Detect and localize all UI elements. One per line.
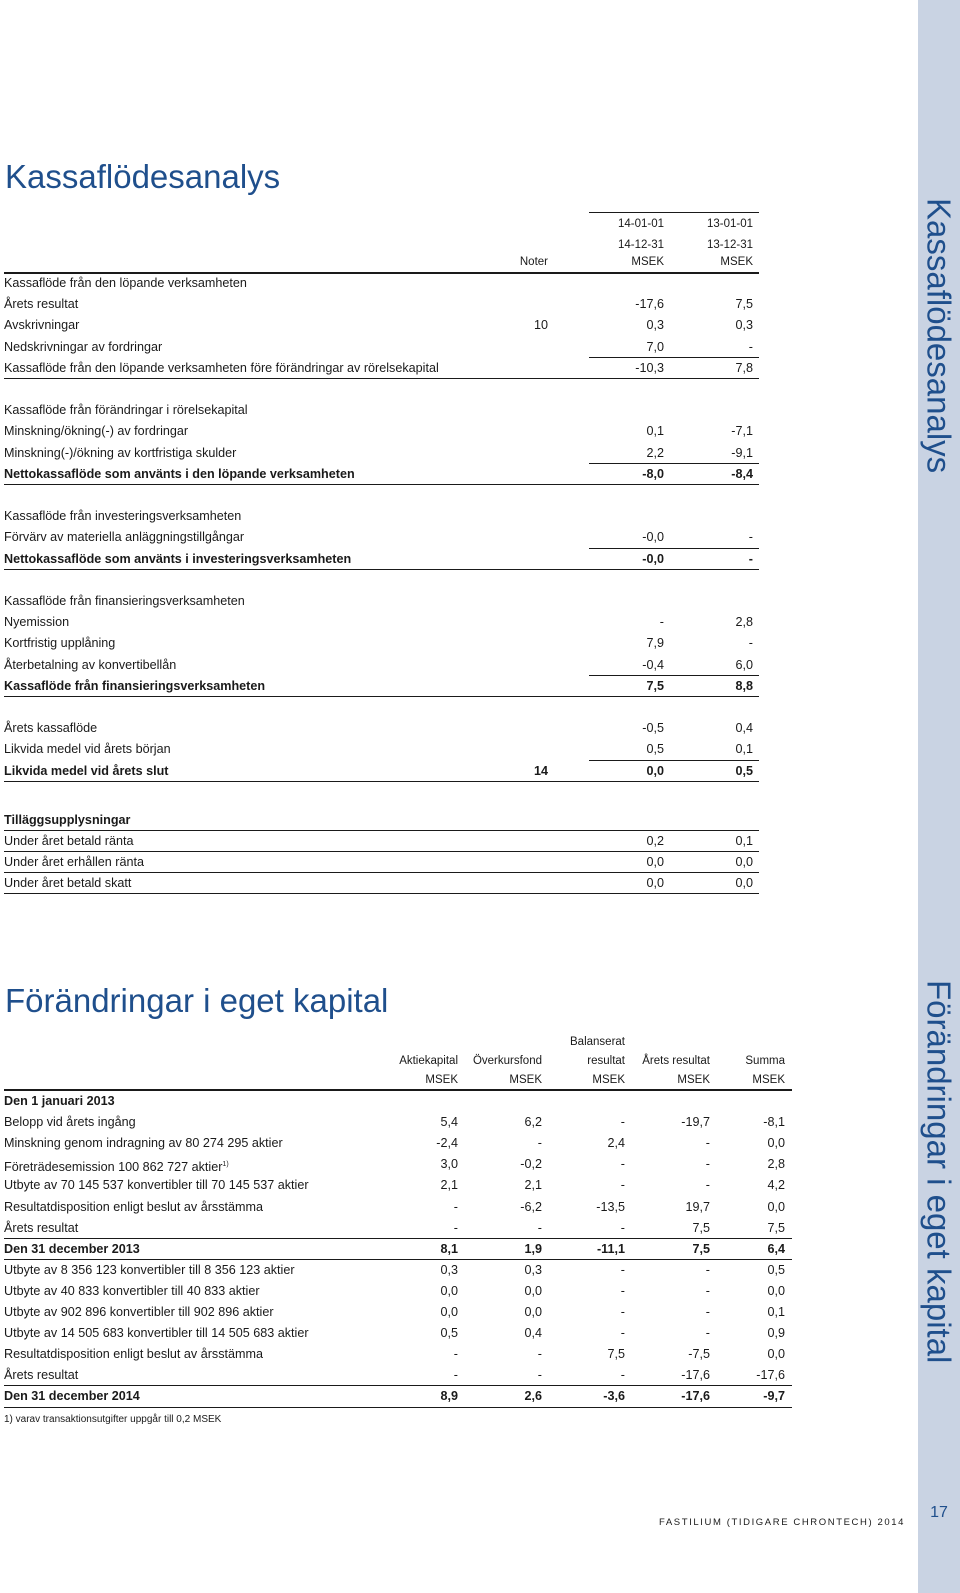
row-label: Nettokassaflöde som använts i den löpande verksamheten (4, 466, 355, 481)
col2-date-to: 13-12-31 (706, 239, 753, 251)
col2-date-from: 13-01-01 (706, 218, 753, 230)
value-aktiekapital: 8,9 (440, 1389, 458, 1404)
row-label: Under året erhållen ränta (4, 855, 145, 869)
value-aktiekapital: - (453, 1199, 458, 1214)
row-value-2014: 0,1 (646, 424, 664, 439)
value-arets-resultat: - (705, 1305, 710, 1319)
equity-unit-5: MSEK (752, 1074, 785, 1086)
supplement-row (4, 831, 759, 852)
row-label (4, 1197, 263, 1218)
row-label: Minskning(-)/ökning av kortfristiga skulder (4, 445, 237, 460)
value-arets-resultat: -19,7 (681, 1115, 710, 1130)
equity-unit-4: MSEK (677, 1074, 710, 1086)
cashflow-row (4, 464, 759, 485)
row-label: Kassaflöde från den löpande verksamheten (4, 276, 247, 290)
cashflow-row (4, 676, 759, 697)
value-balanserat-resultat: - (620, 1115, 625, 1130)
cashflow-row (4, 273, 759, 294)
value-balanserat-resultat: 2,4 (607, 1136, 625, 1151)
cashflow-row (4, 633, 759, 654)
row-value-2014: 7,0 (646, 339, 664, 354)
value-overkursfond: 2,6 (524, 1389, 542, 1404)
equity-row (4, 1154, 792, 1175)
equity-row (4, 1197, 792, 1218)
row-rule (4, 484, 759, 485)
value-arets-resultat: 7,5 (692, 1241, 710, 1256)
sidebar-title-cashflow: Kassaflödesanalys (920, 198, 958, 474)
row-label-text: Den 31 december 2013 (4, 1241, 140, 1256)
value-balanserat-resultat: - (620, 1157, 625, 1172)
value-aktiekapital: 5,4 (440, 1115, 458, 1130)
row-label: Nedskrivningar av fordringar (4, 339, 163, 354)
equity-row (4, 1112, 792, 1133)
value-summa: 0,0 (767, 1199, 785, 1214)
value-balanserat-resultat: - (620, 1220, 625, 1235)
equity-unit-1: MSEK (425, 1074, 458, 1086)
value-balanserat-resultat: - (620, 1326, 625, 1341)
row-rule (4, 781, 759, 782)
row-label: Årets kassaflöde (4, 721, 98, 736)
row-value-2014: 0,5 (646, 742, 664, 757)
row-label-text: Årets resultat (4, 1220, 79, 1235)
cashflow-row (4, 739, 759, 760)
row-label (4, 1091, 115, 1112)
value-arets-resultat: -17,6 (681, 1368, 710, 1383)
row-value-2014: 2,2 (646, 445, 664, 460)
value-arets-resultat: - (705, 1262, 710, 1277)
page-number: 17 (930, 1504, 948, 1521)
value-summa: 0,9 (767, 1326, 785, 1341)
row-label: Under året betald skatt (4, 876, 132, 890)
value-overkursfond: - (537, 1347, 542, 1362)
row-label-text: Årets resultat (4, 1368, 79, 1383)
equity-row (4, 1323, 792, 1344)
value-aktiekapital: 0,5 (440, 1326, 458, 1341)
row-value-2013: 0,1 (735, 742, 753, 757)
row-value-2013: -9,1 (731, 445, 753, 460)
row-value-2014: -0,0 (642, 551, 664, 566)
value-overkursfond: 0,0 (524, 1283, 542, 1298)
value-summa: -17,6 (756, 1368, 785, 1383)
value-aktiekapital: 0,0 (440, 1305, 458, 1319)
value-summa: 0,1 (767, 1305, 785, 1319)
value-summa: 7,5 (767, 1220, 785, 1235)
cashflow-row (4, 315, 759, 336)
row-value-2014: - (659, 615, 664, 630)
value-balanserat-resultat: -13,5 (596, 1199, 625, 1214)
value-overkursfond: 0,0 (524, 1305, 542, 1319)
cashflow-row (4, 761, 759, 782)
row-rule (4, 569, 759, 570)
value-overkursfond: 1,9 (524, 1241, 542, 1256)
row-label: Avskrivningar (4, 318, 80, 333)
row-label (4, 1323, 309, 1344)
row-label-text: Utbyte av 14 505 683 konvertibler till 14 505 683 aktier (4, 1326, 309, 1341)
value-summa: 0,0 (767, 1283, 785, 1298)
value-balanserat-resultat: - (620, 1283, 625, 1298)
value-balanserat-resultat: -11,1 (596, 1241, 625, 1256)
row-label: Kassaflöde från finansieringsverksamheten (4, 678, 266, 693)
value-overkursfond: -0,2 (520, 1157, 542, 1172)
footnote-marker: 1) (222, 1161, 229, 1169)
row-label (4, 1133, 283, 1154)
row-value-2013: 7,5 (735, 297, 753, 312)
value-overkursfond: - (537, 1368, 542, 1383)
col1-date-from: 14-01-01 (617, 218, 664, 230)
supplement-row (4, 852, 759, 873)
row-value-2013: 0,4 (735, 721, 753, 736)
row-value-2013: 7,8 (735, 360, 753, 375)
cashflow-row (4, 718, 759, 739)
row-label: Under året betald ränta (4, 834, 134, 848)
row-rule (4, 1407, 792, 1408)
value-arets-resultat: -7,5 (688, 1347, 710, 1362)
noter-header: Noter (519, 256, 548, 268)
equity-row (4, 1091, 792, 1112)
cashflow-row (4, 549, 759, 570)
row-label (4, 1112, 136, 1133)
value-balanserat-resultat: -3,6 (603, 1389, 625, 1404)
row-value-2013: - (748, 551, 753, 566)
row-label (4, 1239, 140, 1260)
row-label (4, 1260, 295, 1281)
equity-row (4, 1239, 792, 1260)
cashflow-row (4, 612, 759, 633)
row-label: Likvida medel vid årets början (4, 742, 171, 757)
row-label (4, 1281, 260, 1302)
value-overkursfond: -6,2 (520, 1199, 542, 1214)
row-label (4, 1365, 78, 1386)
value-balanserat-resultat: 7,5 (607, 1347, 625, 1362)
row-label (4, 1302, 274, 1323)
row-label: Minskning/ökning(-) av fordringar (4, 424, 189, 439)
cashflow-row (4, 443, 759, 464)
value-balanserat-resultat: - (620, 1305, 625, 1319)
value-overkursfond: - (537, 1136, 542, 1151)
value-summa: 0,5 (767, 1262, 785, 1277)
row-label-text: Utbyte av 8 356 123 konvertibler till 8 356 123 aktier (4, 1262, 295, 1277)
row-label: Kassaflöde från den löpande verksamheten före förändringar av rörelsekapital (4, 360, 439, 375)
value-arets-resultat: 7,5 (692, 1220, 710, 1235)
equity-row (4, 1218, 792, 1239)
footer-text: FASTILIUM (TIDIGARE CHRONTECH) 2014 (658, 1517, 905, 1528)
value-aktiekapital: 0,0 (440, 1283, 458, 1298)
row-label-text: Belopp vid årets ingång (4, 1115, 136, 1130)
value-summa: -8,1 (763, 1115, 785, 1130)
row-rule (4, 696, 759, 697)
row-label-text: Den 1 januari 2013 (4, 1094, 115, 1108)
row-label-text: Resultatdisposition enligt beslut av årsstämma (4, 1199, 263, 1214)
value-arets-resultat: - (705, 1157, 710, 1172)
value-balanserat-resultat: - (620, 1262, 625, 1277)
equity-row (4, 1365, 792, 1386)
value-summa: -9,7 (763, 1389, 785, 1404)
value-arets-resultat: - (705, 1178, 710, 1193)
row-value-2014: -10,3 (635, 360, 664, 375)
col1-unit: MSEK (631, 256, 664, 268)
equity-row (4, 1344, 792, 1365)
value-balanserat-resultat: - (620, 1178, 625, 1193)
equity-unit-3: MSEK (592, 1074, 625, 1086)
cashflow-row (4, 506, 759, 527)
equity-row (4, 1175, 792, 1196)
col1-date-to: 14-12-31 (617, 239, 664, 251)
row-value-2014: 0,0 (646, 763, 664, 778)
value-overkursfond: - (537, 1220, 542, 1235)
cashflow-row (4, 655, 759, 676)
row-value-2014: 0,2 (646, 834, 664, 848)
row-value-2013: 0,0 (735, 855, 753, 869)
equity-row (4, 1281, 792, 1302)
row-value-2014: -8,0 (642, 466, 664, 481)
row-label-text: Den 31 december 2014 (4, 1389, 140, 1404)
value-arets-resultat: - (705, 1136, 710, 1151)
equity-header-resultat: resultat (587, 1055, 625, 1067)
value-summa: 0,0 (767, 1136, 785, 1151)
equity-row (4, 1386, 792, 1407)
equity-header-arets-resultat: Årets resultat (642, 1055, 710, 1067)
row-value-2014: -0,0 (642, 530, 664, 545)
row-rule (4, 378, 759, 379)
row-label-text: Utbyte av 40 833 konvertibler till 40 833 aktier (4, 1283, 260, 1298)
cashflow-title: Kassaflödesanalys (5, 158, 281, 195)
row-label-text: Företrädesemission 100 862 727 aktier (4, 1160, 223, 1175)
value-overkursfond: 0,3 (524, 1262, 542, 1277)
row-label: Kassaflöde från finansieringsverksamheten (4, 594, 245, 608)
row-value-2013: 0,1 (735, 834, 753, 848)
row-value-2013: 0,5 (735, 763, 753, 778)
row-value-2014: -17,6 (635, 297, 664, 312)
value-summa: 2,8 (767, 1157, 785, 1172)
row-label: Årets resultat (4, 297, 79, 312)
row-label: Nettokassaflöde som använts i investeringsverksamheten (4, 551, 352, 566)
row-value-2013: 0,0 (735, 876, 753, 890)
value-summa: 4,2 (767, 1178, 785, 1193)
cashflow-row (4, 421, 759, 442)
row-rule (4, 893, 759, 894)
cashflow-row (4, 527, 759, 548)
equity-unit-2: MSEK (509, 1074, 542, 1086)
value-aktiekapital: -2,4 (436, 1136, 458, 1151)
row-value-2013: 8,8 (735, 678, 753, 693)
cashflow-row (4, 294, 759, 315)
supplement-row (4, 873, 759, 894)
value-aktiekapital: - (453, 1368, 458, 1383)
equity-title: Förändringar i eget kapital (5, 982, 389, 1019)
row-value-2014: -0,5 (642, 721, 664, 736)
row-value-2013: -8,4 (731, 466, 753, 481)
value-balanserat-resultat: - (620, 1368, 625, 1383)
row-label-text: Utbyte av 902 896 konvertibler till 902 896 aktier (4, 1305, 274, 1319)
row-label: Nyemission (4, 615, 70, 630)
row-note: 10 (533, 318, 548, 333)
col2-unit: MSEK (720, 256, 753, 268)
value-aktiekapital: - (453, 1220, 458, 1235)
row-value-2013: - (748, 339, 753, 354)
row-value-2014: 7,5 (646, 678, 664, 693)
value-aktiekapital: 2,1 (440, 1178, 458, 1193)
row-value-2013: -7,1 (731, 424, 753, 439)
row-note: 14 (533, 763, 548, 778)
row-label-text: Minskning genom indragning av 80 274 295 aktier (4, 1136, 283, 1151)
value-aktiekapital: 0,3 (440, 1262, 458, 1277)
row-value-2013: 6,0 (735, 657, 753, 672)
value-arets-resultat: - (705, 1283, 710, 1298)
row-label: Återbetalning av konvertibellån (4, 657, 177, 672)
row-label-text: Resultatdisposition enligt beslut av årsstämma (4, 1347, 263, 1362)
equity-header-balanserat: Balanserat (570, 1036, 625, 1048)
equity-row (4, 1260, 792, 1281)
cashflow-row (4, 337, 759, 358)
equity-footnote: 1) varav transaktionsutgifter uppgår till 0,2 MSEK (4, 1414, 222, 1425)
equity-header-overkursfond: Överkursfond (472, 1055, 542, 1067)
row-label (4, 1175, 309, 1196)
value-arets-resultat: 19,7 (685, 1199, 710, 1214)
value-arets-resultat: -17,6 (681, 1389, 710, 1404)
value-aktiekapital: - (453, 1347, 458, 1362)
equity-header-aktiekapital: Aktiekapital (399, 1055, 458, 1067)
equity-row (4, 1133, 792, 1154)
equity-row (4, 1302, 792, 1323)
value-arets-resultat: - (705, 1326, 710, 1341)
value-summa: 6,4 (767, 1241, 785, 1256)
row-label: Likvida medel vid årets slut (4, 763, 169, 778)
row-label: Kassaflöde från förändringar i rörelsekapital (4, 403, 248, 418)
value-overkursfond: 2,1 (524, 1178, 542, 1193)
row-label: Kortfristig upplåning (4, 636, 116, 651)
row-value-2013: - (748, 636, 753, 651)
cashflow-row (4, 591, 759, 612)
value-overkursfond: 6,2 (524, 1115, 542, 1130)
row-value-2014: 7,9 (646, 636, 664, 651)
row-value-2014: 0,3 (646, 318, 664, 333)
sidebar-title-equity: Förändringar i eget kapital (920, 980, 958, 1364)
value-aktiekapital: 3,0 (440, 1157, 458, 1172)
row-value-2013: 2,8 (735, 615, 753, 630)
row-value-2014: -0,4 (642, 657, 664, 672)
cashflow-row (4, 400, 759, 421)
value-overkursfond: 0,4 (524, 1326, 542, 1341)
supplement-title: Tilläggsupplysningar (4, 813, 131, 827)
row-label (4, 1344, 263, 1365)
value-summa: 0,0 (767, 1347, 785, 1362)
row-label: Förvärv av materiella anläggningstillgångar (4, 530, 245, 545)
row-value-2014: 0,0 (646, 855, 664, 869)
row-value-2013: 0,3 (735, 318, 753, 333)
row-value-2014: 0,0 (646, 876, 664, 890)
row-label-text: Utbyte av 70 145 537 konvertibler till 70 145 537 aktier (4, 1178, 309, 1193)
row-label: Kassaflöde från investeringsverksamheten (4, 509, 242, 524)
row-label (4, 1386, 140, 1407)
cashflow-row (4, 358, 759, 379)
value-aktiekapital: 8,1 (440, 1241, 458, 1256)
equity-header-summa: Summa (745, 1055, 785, 1067)
row-value-2013: - (748, 530, 753, 545)
row-label (4, 1218, 78, 1239)
header-top-rule (589, 212, 759, 213)
